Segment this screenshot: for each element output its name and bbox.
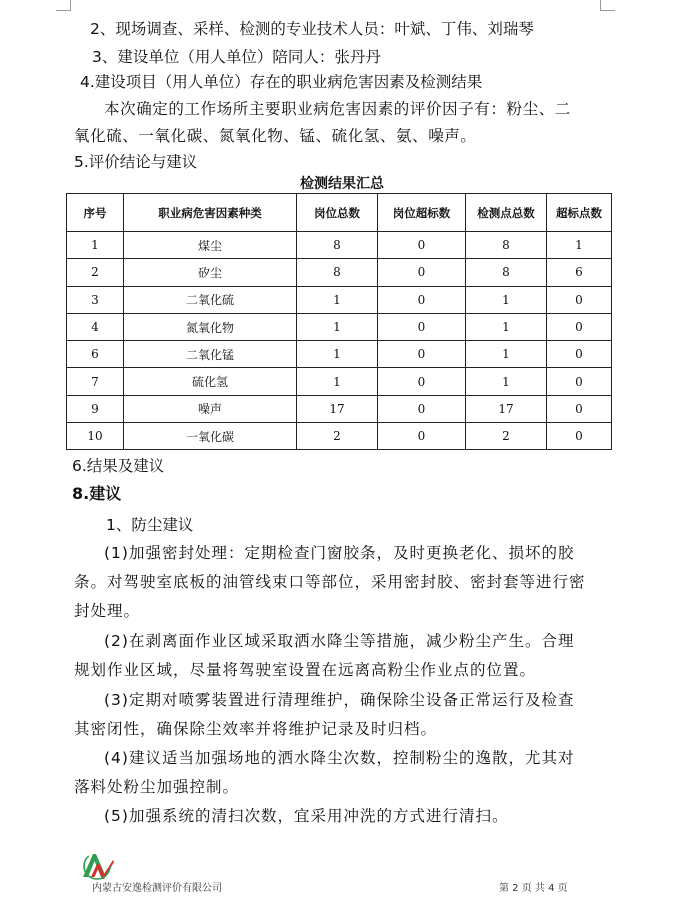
table-row [67,232,612,259]
dust-advice-title: 1、防尘建议 [106,516,194,534]
section-8-heading: 8.建议 [72,484,122,503]
cell-index: 6 [67,341,124,368]
header-post-exceed: 岗位超标数 [378,194,466,232]
cell-point-exceed: 0 [547,313,612,340]
section-4-heading: 4.建设项目（用人单位）存在的职业病危害因素及检测结果 [80,73,483,91]
advice-2-line-1: (2)在剥离面作业区域采取洒水降尘等措施，减少粉尘产生。合理 [104,632,575,650]
cell-index: 4 [67,313,124,340]
cell-post-total: 1 [297,313,378,340]
cell-factor: 二氧化硫 [124,286,297,313]
cell-factor: 煤尘 [124,232,297,259]
cell-post-exceed: 0 [378,423,466,450]
cell-post-total: 1 [297,286,378,313]
advice-4-line-2: 落料处粉尘加强控制。 [74,778,240,796]
table-row [67,341,612,368]
section-6-heading: 6.结果及建议 [72,457,165,475]
cell-point-total: 8 [466,259,547,286]
header-index: 序号 [67,194,124,232]
cell-point-total: 1 [466,313,547,340]
advice-4-line-1: (4)建议适当加强场地的洒水降尘次数，控制粉尘的逸散，尤其对 [104,749,575,767]
technician-line: 2、现场调查、采样、检测的专业技术人员：叶斌、丁伟、刘瑞琴 [90,20,534,38]
factor-paragraph-line-2: 氧化硫、一氧化碳、氮氧化物、锰、硫化氢、氨、噪声。 [74,127,477,145]
table-row [67,395,612,422]
cell-index: 7 [67,368,124,395]
cell-point-total: 8 [466,232,547,259]
table-header-row [67,194,612,232]
cell-point-exceed: 1 [547,232,612,259]
cell-post-total: 1 [297,368,378,395]
cell-factor: 二氧化锰 [124,341,297,368]
cell-post-total: 8 [297,232,378,259]
cell-index: 10 [67,423,124,450]
cell-factor: 一氧化碳 [124,423,297,450]
cell-factor: 氮氧化物 [124,313,297,340]
advice-3-line-1: (3)定期对喷雾装置进行清理维护，确保除尘设备正常运行及检查 [104,691,575,709]
advice-3-line-2: 其密闭性，确保除尘效率并将维护记录及时归档。 [74,720,438,738]
advice-1-line-3: 封处理。 [74,602,141,620]
header-factor-type: 职业病危害因素种类 [124,194,297,232]
table-row [67,423,612,450]
cell-post-exceed: 0 [378,232,466,259]
section-5-heading: 5.评价结论与建议 [74,153,198,171]
cell-index: 2 [67,259,124,286]
results-table [66,193,612,450]
cell-post-exceed: 0 [378,286,466,313]
cell-post-exceed: 0 [378,313,466,340]
cell-point-exceed: 0 [547,395,612,422]
cell-point-exceed: 0 [547,286,612,313]
company-logo-icon [80,850,114,880]
cell-post-exceed: 0 [378,341,466,368]
cell-post-exceed: 0 [378,259,466,286]
footer-page-number: 第 2 页 共 4 页 [499,883,568,894]
cell-post-exceed: 0 [378,395,466,422]
advice-1-line-2: 条。对驾驶室底板的油管线束口等部位，采用密封胶、密封套等进行密 [74,573,586,591]
cell-post-total: 8 [297,259,378,286]
cell-point-total: 1 [466,368,547,395]
accompany-line: 3、建设单位（用人单位）陪同人：张丹丹 [92,48,381,66]
footer-company-name: 内蒙古安逸检测评价有限公司 [92,883,222,894]
cell-point-total: 1 [466,341,547,368]
header-point-exceed: 超标点数 [547,194,612,232]
cell-post-total: 17 [297,395,378,422]
cell-point-exceed: 0 [547,341,612,368]
cell-index: 3 [67,286,124,313]
header-point-total: 检测点总数 [466,194,547,232]
page-corner-mark-right [600,0,615,11]
cell-post-total: 2 [297,423,378,450]
cell-post-exceed: 0 [378,368,466,395]
table-row [67,286,612,313]
cell-point-exceed: 6 [547,259,612,286]
cell-post-total: 1 [297,341,378,368]
table-caption: 检测结果汇总 [300,176,384,192]
cell-index: 9 [67,395,124,422]
cell-point-total: 17 [466,395,547,422]
cell-point-exceed: 0 [547,368,612,395]
factor-paragraph-line-1: 本次确定的工作场所主要职业病危害因素的评价因子有：粉尘、二 [104,100,571,118]
advice-2-line-2: 规划作业区域，尽量将驾驶室设置在远离高粉尘作业点的位置。 [74,661,537,679]
cell-point-exceed: 0 [547,423,612,450]
advice-1-line-1: (1)加强密封处理：定期检查门窗胶条，及时更换老化、损坏的胶 [104,544,575,562]
cell-point-total: 1 [466,286,547,313]
table-row [67,368,612,395]
table-row [67,259,612,286]
cell-factor: 矽尘 [124,259,297,286]
header-post-total: 岗位总数 [297,194,378,232]
page-corner-mark-left [56,0,71,11]
cell-point-total: 2 [466,423,547,450]
cell-index: 1 [67,232,124,259]
cell-factor: 硫化氢 [124,368,297,395]
table-row [67,313,612,340]
advice-5-line-1: (5)加强系统的清扫次数，宜采用冲洗的方式进行清扫。 [104,807,509,825]
cell-factor: 噪声 [124,395,297,422]
